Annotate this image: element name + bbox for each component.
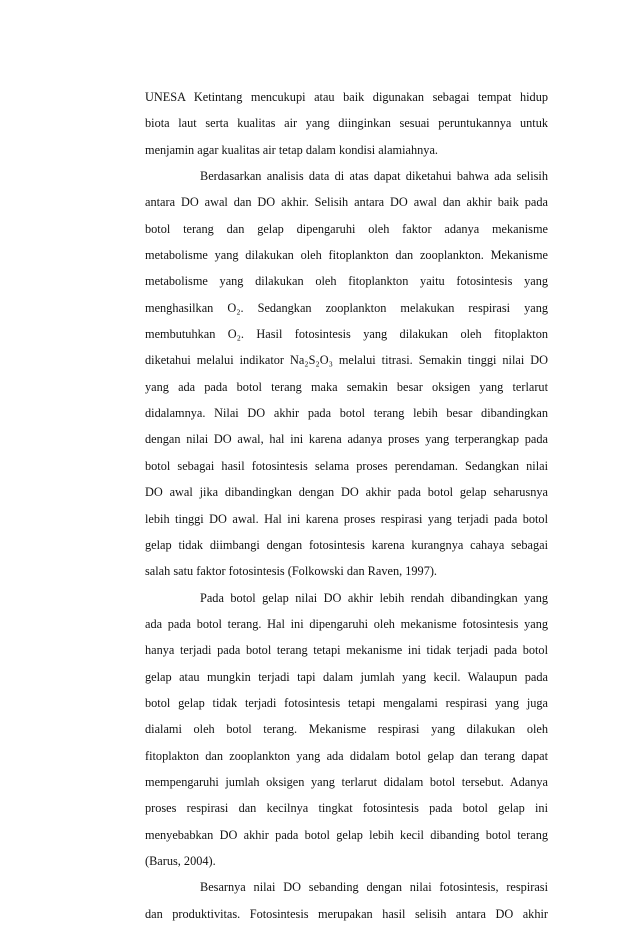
text-line: dan produktivitas. Fotosintesis merupakan hasil selisih antara DO akhir <box>145 906 548 921</box>
text-line: diketahui melalui indikator Na₂S₂O₃ melalui titrasi. Semakin tinggi nilai DO <box>145 353 548 368</box>
text-line: hanya terjadi pada botol terang tetapi mekanisme ini tidak terjadi pada botol <box>145 643 548 658</box>
text-line: gelap tidak diimbangi dengan fotosintesis karena kurangnya cahaya sebagai <box>145 537 548 552</box>
text-line: proses respirasi dan kecilnya tingkat fotosintesis pada botol gelap ini <box>145 801 548 816</box>
text-line: antara DO awal dan DO akhir. Selisih antara DO awal dan akhir baik pada <box>145 195 548 210</box>
text-line: fitoplakton dan zooplankton yang ada didalam botol gelap dan terang dapat <box>145 748 548 763</box>
text-line: menghasilkan O₂. Sedangkan zooplankton melakukan respirasi yang <box>145 300 548 315</box>
text-line: menjamin agar kualitas air tetap dalam kondisi alamiahnya. <box>145 142 438 157</box>
text-line: UNESA Ketintang mencukupi atau baik digunakan sebagai tempat hidup <box>145 90 548 104</box>
paragraph-first-line: Besarnya nilai DO sebanding dengan nilai fotosintesis, respirasi <box>200 880 548 895</box>
text-line: (Barus, 2004). <box>145 853 216 868</box>
text-line: lebih tinggi DO awal. Hal ini karena proses respirasi yang terjadi pada botol <box>145 511 548 526</box>
text-line: didalamnya. Nilai DO akhir pada botol terang lebih besar dibandingkan <box>145 406 548 421</box>
text-line: yang ada pada botol terang maka semakin besar oksigen yang terlarut <box>145 379 548 394</box>
body-text <box>145 84 548 927</box>
paragraph-first-line: Berdasarkan analisis data di atas dapat diketahui bahwa ada selisih <box>200 169 548 184</box>
text-line: menyebabkan DO akhir pada botol gelap lebih kecil dibanding botol terang <box>145 827 548 842</box>
text-line: dialami oleh botol terang. Mekanisme respirasi yang dilakukan oleh <box>145 722 548 737</box>
text-line: dengan nilai DO awal, hal ini karena adanya proses yang terperangkap pada <box>145 432 548 447</box>
text-line: metabolisme yang dilakukan oleh fitoplankton yaitu fotosintesis yang <box>145 274 548 289</box>
text-line: ada pada botol terang. Hal ini dipengaruhi oleh mekanisme fotosintesis yang <box>145 616 548 631</box>
text-line: biota laut serta kualitas air yang diinginkan sesuai peruntukannya untuk <box>145 116 548 131</box>
text-line: botol terang dan gelap dipengaruhi oleh faktor adanya mekanisme <box>145 221 548 236</box>
text-line: mempengaruhi jumlah oksigen yang terlarut didalam botol tersebut. Adanya <box>145 774 548 789</box>
text-line: DO awal jika dibandingkan dengan DO akhir pada botol gelap seharusnya <box>145 485 548 500</box>
text-line: botol gelap tidak terjadi fotosintesis tetapi mengalami respirasi yang juga <box>145 695 548 710</box>
paragraph-first-line: Pada botol gelap nilai DO akhir lebih rendah dibandingkan yang <box>200 590 548 605</box>
text-line: salah satu faktor fotosintesis (Folkowski dan Raven, 1997). <box>145 564 438 579</box>
text-line: membutuhkan O₂. Hasil fotosintesis yang dilakukan oleh fitoplakton <box>145 327 548 342</box>
text-line: botol sebagai hasil fotosintesis selama proses perendaman. Sedangkan nilai <box>145 458 548 473</box>
text-line: gelap atau mungkin terjadi tapi dalam jumlah yang kecil. Walaupun pada <box>145 669 548 684</box>
text-line: metabolisme yang dilakukan oleh fitoplankton dan zooplankton. Mekanisme <box>145 248 548 263</box>
